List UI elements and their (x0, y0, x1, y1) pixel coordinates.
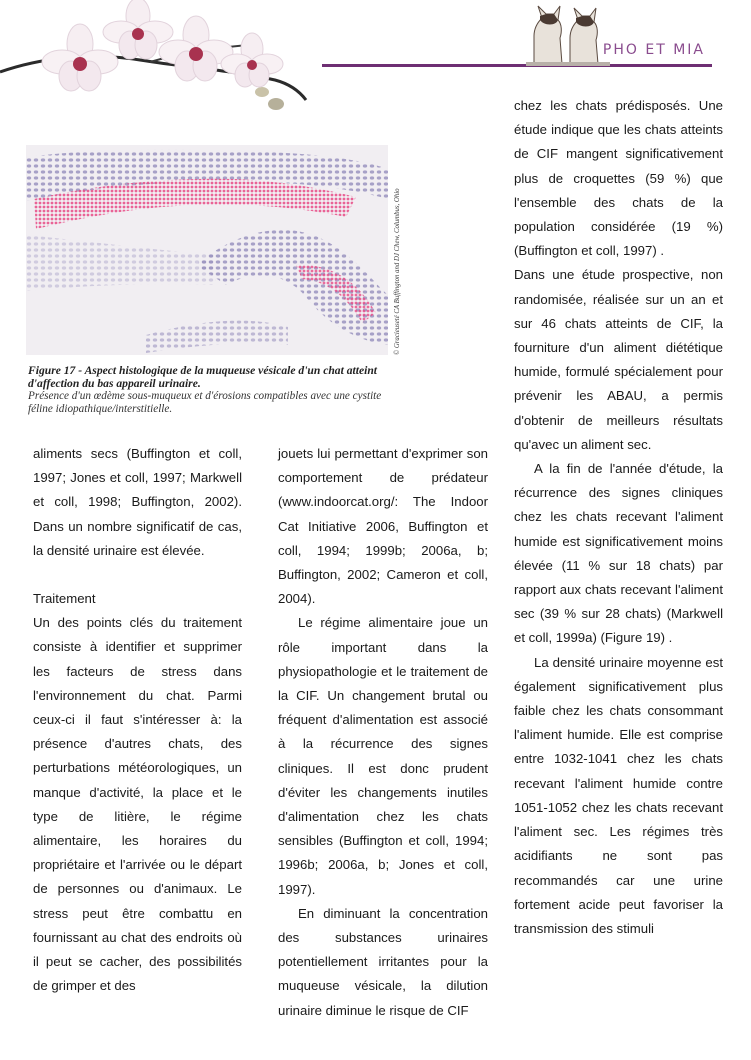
col2-paragraph-2: Le régime alimentaire joue un rôle important dans la physiopathologie et le traitement de la CIF. Un changement brutal ou fréquent d'alimentation est associé à la récurrence des signes cliniques. Il est donc prudent d'éviter les changements inutiles d'alimentation chez les chats sensibles (Buffington et coll, 1994; 1996b; 2006a, b; Jones et coll, 1997). (278, 615, 488, 897)
header-rule (322, 64, 712, 67)
text-column-3 (514, 94, 723, 941)
col3-paragraph-4: La densité urinaire moyenne est également significativement plus faible chez les chats consommant l'aliment humide. Elle est comprise entre 1032-1041 chez les chats recevant l'aliment humide contre 1051-1052 chez les chats recevant l'aliment sec. Les régimes très acidifiants ne sont pas recommandés car une urine fortement acide peut favoriser la transmission des stimuli (514, 654, 723, 936)
text-column-2 (278, 442, 488, 1023)
figure-credit: © Gracieuseté CA Buffington and DJ Chew, Columbus, Ohio (394, 188, 401, 355)
section-heading-traitement: Traitement (33, 591, 96, 607)
col2-paragraph-3: En diminuant la concentration des substances urinaires potentiellement irritantes pour la muqueuse vésicale, la dilution urinaire diminue le risque de CIF (278, 905, 488, 1018)
text-column-1 (33, 442, 242, 998)
brand-text: PHO ET MIA (602, 42, 705, 58)
figure-caption-body: Présence d'un œdème sous-muqueux et d'érosions compatibles avec une cystite féline idiopathique/interstitielle. (28, 390, 382, 415)
col3-paragraph-3: A la fin de l'année d'étude, la récurrence des signes cliniques chez les chats recevant l'aliment humide est significativement moins élevée (11 % sur 18 chats) par rapport aux chats recevant l'aliment sec (39 % sur 28 chats) (Markwell et coll, 1999a) (Figure 19) . (514, 461, 723, 646)
col3-paragraph-1: chez les chats prédisposés. Une étude indique que les chats atteints de CIF mangent significativement plus de croquettes (59 %) que l'ensemble des chats de la population considérée (19 %) (Buffington et coll, 1997) . (514, 98, 723, 259)
figure-caption (28, 364, 388, 416)
col1-paragraph-1: aliments secs (Buffington et coll, 1997; Jones et coll, 1997; Markwell et coll, 1998; Buffington, 2002). Dans un nombre significatif de cas, la densité urinaire est élevée. (33, 446, 242, 558)
col1-paragraph-2: Un des points clés du traitement consiste à identifier et supprimer les facteurs de stress dans l'environnement du chat. Parmi ceux-ci il faut s'intéresser à: la présence d'autres chats, des perturbations météorologiques, un manque d'activité, la place et le type de litière, le régime alimentaire, les horaires du propriétaire et l'arrivée ou le départ de personnes ou d'animaux. Le stress peut être combattu en fournissant au chat des endroits où il peut se cacher, des possibilités de grimper et des (33, 615, 242, 994)
histology-figure-image (26, 145, 388, 355)
figure-caption-title: Figure 17 - Aspect histologique de la muqueuse vésicale d'un chat atteint d'affection du bas appareil urinaire. (28, 364, 378, 390)
col3-paragraph-2: Dans une étude prospective, non randomisée, réalisée sur un an et sur 46 chats atteints de CIF, la fourniture d'un aliment diététique humide, formulé spécialement pour prévenir les ABAU, a permis d'obtenir de meilleurs résultats qu'avec un aliment sec. (514, 267, 723, 452)
col2-paragraph-1: jouets lui permettant d'exprimer son comportement de prédateur (www.indoorcat.org/: The Indoor Cat Initiative 2006, Buffington et coll, 1994; 1999b; 2006a, b; Buffington, 2002; Cameron et coll, 2004). (278, 446, 488, 607)
